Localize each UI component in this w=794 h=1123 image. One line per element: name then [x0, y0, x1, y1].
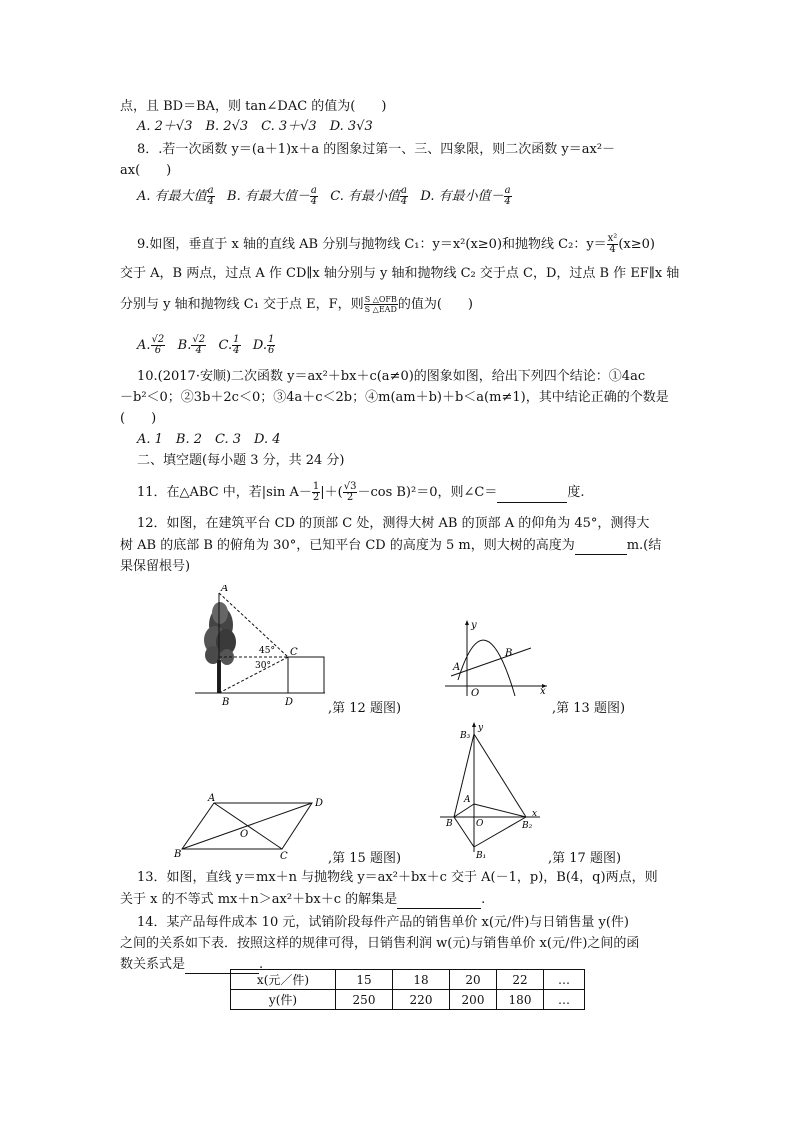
- fig15-label-b: B: [174, 849, 182, 860]
- fig17-label-b3: B₃: [460, 731, 471, 741]
- fig17-label-b: B: [446, 819, 453, 829]
- table-row: [231, 970, 585, 990]
- q7-options: A. 2＋√3 B. 2√3 C. 3＋√3 D. 3√3: [137, 119, 373, 134]
- fig17-caption: ,第 17 题图): [548, 851, 622, 866]
- q14-table: [230, 969, 585, 1010]
- q10-stem-2: －b²＜0；②3b＋2c＜0；③4a＋c＜2b；④m(am＋b)＋b＜a(m≠1)，其中结论正确的个数是: [120, 390, 669, 405]
- q8-option-a: A. 有最大值 $\frac{a}{4}$: [137, 185, 214, 207]
- figure-15: [170, 793, 330, 863]
- fig17-label-b2: B₂: [522, 821, 533, 831]
- fig12-label-45: 45°: [259, 646, 275, 656]
- table-cell: 15: [336, 970, 393, 990]
- fig15-label-a: A: [208, 793, 216, 804]
- q9-option-b: B. $\frac{√2}{4}$: [177, 334, 206, 356]
- fig17-label-x: x: [532, 809, 538, 819]
- q10-stem-3: ( ): [120, 411, 157, 426]
- fig12-label-b: B: [222, 697, 230, 708]
- q11-answer-blank: [497, 489, 567, 503]
- table-cell: 22: [497, 970, 544, 990]
- q12-stem-3: 果保留根号): [120, 559, 191, 574]
- fig13-label-x: x: [540, 686, 546, 697]
- table-row: [231, 990, 585, 1010]
- q8-option-b: B. 有最大值－ $\frac{a}{4}$: [227, 185, 318, 207]
- section-heading: 二、填空题(每小题 3 分，共 24 分): [137, 453, 345, 468]
- fig17-label-o: O: [476, 819, 484, 829]
- q11-stem: 11．在△ABC 中，若|sin A－ $\frac{1}{2}$ |＋( $\frac{√3}{2}$ －cos B)²＝0，则∠C＝ 度.: [137, 481, 585, 503]
- fig13-label-b: B: [505, 648, 513, 659]
- q13-answer-blank: [397, 895, 481, 909]
- fig17-label-y: y: [478, 723, 484, 733]
- q9-options: [137, 335, 275, 356]
- fig12-label-d: D: [285, 697, 294, 708]
- q8-stem: 8．.若一次函数 y＝(a＋1)x＋a 的图象过第一、三、四象限，则二次函数 y＝ax²－: [137, 142, 616, 157]
- figure-17: [440, 722, 550, 867]
- q10-options: A. 1 B. 2 C. 3 D. 4: [137, 432, 281, 447]
- table-cell: 20: [450, 970, 497, 990]
- q10-stem: 10.(2017·安顺)二次函数 y＝ax²＋bx＋c(a≠0)的图象如图，给出下列四个结论：①4ac: [137, 369, 646, 384]
- table-cell: 18: [393, 970, 450, 990]
- q14-stem: 14．某产品每件成本 10 元，试销阶段每件产品的销售单价 x(元/件)与日销售量 y(件): [137, 915, 629, 930]
- table-cell: 250: [336, 990, 393, 1010]
- q9-option-c: C. $\frac{1}{4}$: [218, 334, 240, 356]
- q9-stem-3: 分别与 y 轴和抛物线 C₁ 交于点 E，F，则 $\frac{\text{S △OFB}}{\text{S △EAD}}$ 的值为( ): [120, 295, 474, 314]
- table-cell: …: [544, 970, 585, 990]
- q14-stem-3: 数关系式是 .: [120, 957, 264, 972]
- q13-stem: 13．如图，直线 y＝mx＋n 与抛物线 y＝ax²＋bx＋c 交于 A(－1，p)，B(4，q)两点，则: [137, 870, 658, 885]
- fig15-label-o: O: [240, 829, 249, 840]
- fig17-label-a: A: [464, 795, 471, 805]
- q13-stem-2: 关于 x 的不等式 mx＋n＞ax²＋bx＋c 的解集是 .: [120, 892, 486, 907]
- q8-option-d: D. 有最小值－ $\frac{a}{4}$: [420, 185, 511, 207]
- table-cell: 180: [497, 990, 544, 1010]
- table-cell: 200: [450, 990, 497, 1010]
- q14-stem-2: 之间的关系如下表．按照这样的规律可得，日销售利润 w(元)与销售单价 x(元/件)之间的函: [120, 936, 640, 951]
- table-cell: …: [544, 990, 585, 1010]
- tree-illustration: [204, 602, 236, 693]
- table-cell: x(元／件): [231, 970, 336, 990]
- fig13-label-a: A: [453, 662, 461, 673]
- fig15-label-d: D: [315, 798, 324, 809]
- fig15-label-c: C: [280, 851, 288, 862]
- fig17-label-b1: B₁: [476, 851, 487, 861]
- q9-stem-2: 交于 A，B 两点，过点 A 作 CD∥x 轴分别与 y 轴和抛物线 C₂ 交于点 C，D，过点 B 作 EF∥x 轴: [120, 266, 680, 281]
- q12-stem: 12．如图，在建筑平台 CD 的顶部 C 处，测得大树 AB 的顶部 A 的仰角为 45°，测得大: [137, 516, 650, 531]
- fig12-caption: ,第 12 题图): [328, 701, 402, 716]
- fig13-label-o: O: [471, 688, 480, 698]
- q7-stem: 点，且 BD＝BA，则 tan∠DAC 的值为( ): [120, 99, 387, 114]
- figure-13: [445, 618, 555, 698]
- q9-option-a: A. $\frac{√2}{6}$: [137, 334, 165, 356]
- q12-stem-2: 树 AB 的底部 B 的俯角为 30°，已知平台 CD 的高度为 5 m，则大树的高度为 m.(结: [120, 538, 662, 553]
- fig12-label-a: A: [221, 585, 229, 594]
- q12-answer-blank: [575, 541, 627, 555]
- q8-stem-cont: ax( ): [120, 163, 172, 178]
- table-cell: y(件): [231, 990, 336, 1010]
- fig15-caption: ,第 15 题图): [328, 851, 402, 866]
- fig13-caption: ,第 13 题图): [552, 701, 626, 716]
- q8-options: [137, 186, 512, 207]
- fig12-label-30: 30°: [255, 661, 271, 671]
- q9-option-d: D. $\frac{1}{6}$: [252, 334, 275, 356]
- q8-option-c: C. 有最小值 $\frac{a}{4}$: [330, 185, 408, 207]
- fig12-label-c: C: [290, 647, 298, 658]
- figure-12: [195, 585, 335, 710]
- q9-stem: 9.如图，垂直于 x 轴的直线 AB 分别与抛物线 C₁：y＝x²(x≥0)和抛物线 C₂：y＝ $\frac{\text{x²}}{4}$ (x≥0): [137, 233, 655, 255]
- table-cell: 220: [393, 990, 450, 1010]
- fig13-label-y: y: [471, 620, 477, 631]
